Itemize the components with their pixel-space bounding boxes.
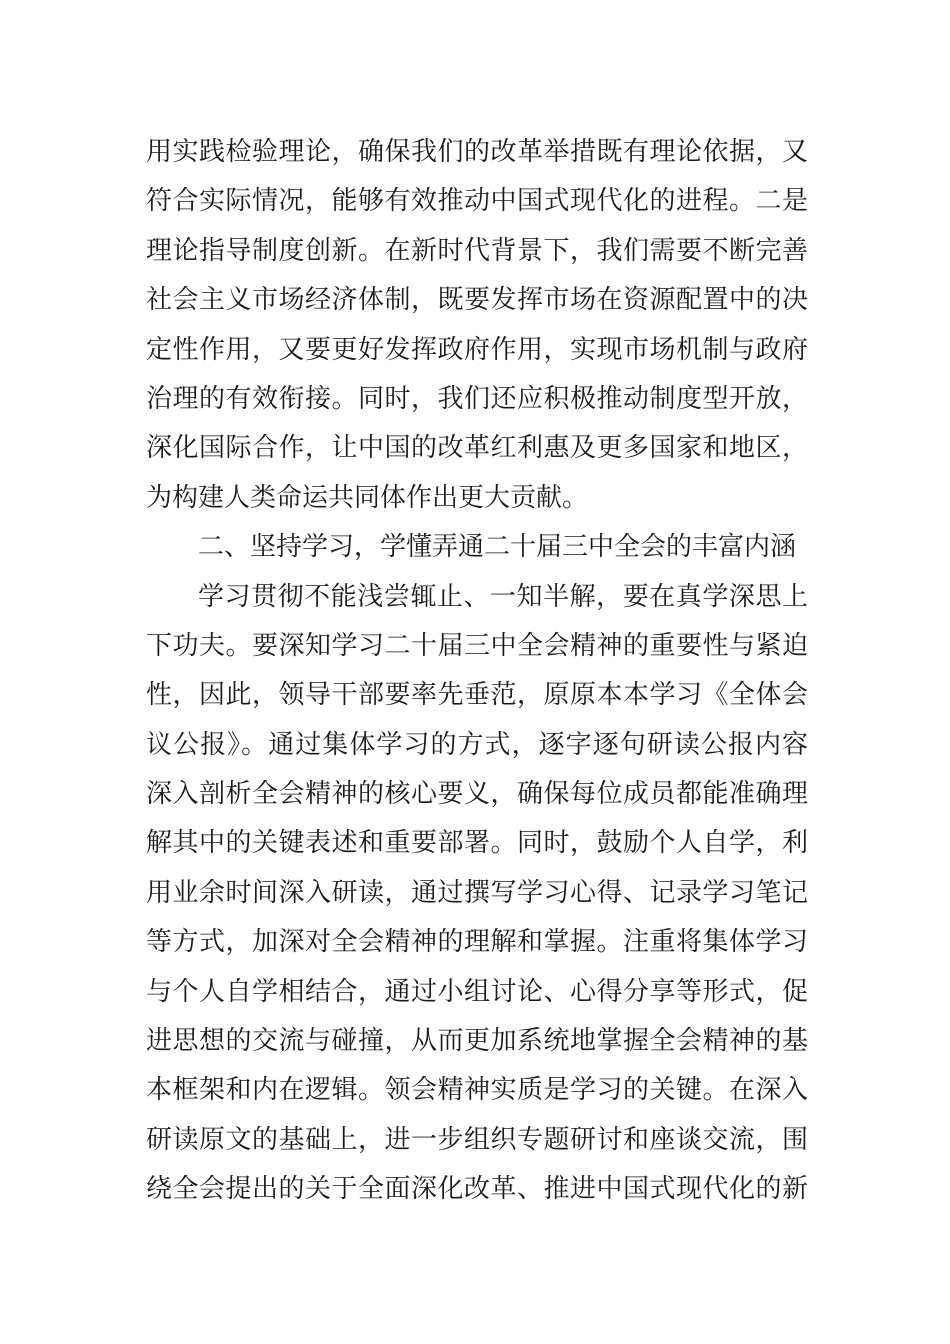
paragraph-last-line: 为构建人类命运共同体作出更大贡献。: [146, 482, 589, 513]
body-text: [146, 128, 808, 1215]
text-line: 用业余时间深入研读，通过撰写学习心得、记录学习笔记: [146, 877, 808, 908]
text-line: 解其中的关键表述和重要部署。同时，鼓励个人自学，利: [146, 828, 808, 859]
paragraph-first-line: 学习贯彻不能浅尝辄止、一知半解，要在真学深思上: [198, 581, 808, 612]
section-heading: 二、坚持学习，学懂弄通二十届三中全会的丰富内涵: [198, 532, 797, 563]
text-line: 研读原文的基础上，进一步组织专题研讨和座谈交流，围: [146, 1124, 808, 1155]
text-line: 深化国际合作，让中国的改革红利惠及更多国家和地区，: [146, 433, 808, 464]
text-line: 理论指导制度创新。在新时代背景下，我们需要不断完善: [146, 235, 808, 266]
text-line: 深入剖析全会精神的核心要义，确保每位成员都能准确理: [146, 779, 808, 810]
text-line: 性，因此，领导干部要率先垂范，原原本本学习《全体会: [146, 680, 808, 711]
text-line: 用实践检验理论，确保我们的改革举措既有理论依据，又: [146, 137, 808, 167]
text-line: 本框架和内在逻辑。领会精神实质是学习的关键。在深入: [146, 1075, 808, 1106]
text-line: 绕全会提出的关于全面深化改革、推进中国式现代化的新: [146, 1174, 808, 1205]
text-line: 符合实际情况，能够有效推动中国式现代化的进程。二是: [146, 186, 808, 217]
text-line: 进思想的交流与碰撞，从而更加系统地掌握全会精神的基: [146, 1026, 808, 1057]
text-line: 与个人自学相结合，通过小组讨论、心得分享等形式，促: [146, 976, 808, 1007]
text-line: 等方式，加深对全会精神的理解和掌握。注重将集体学习: [146, 927, 808, 958]
text-line: 定性作用，又要更好发挥政府作用，实现市场机制与政府: [146, 334, 808, 365]
text-line: 下功夫。要深知学习二十届三中全会精神的重要性与紧迫: [146, 630, 808, 661]
text-line: 社会主义市场经济体制，既要发挥市场在资源配置中的决: [146, 285, 808, 316]
text-line: 议公报》。通过集体学习的方式，逐字逐句研读公报内容: [146, 729, 808, 760]
text-line: 治理的有效衔接。同时，我们还应积极推动制度型开放，: [146, 383, 808, 414]
